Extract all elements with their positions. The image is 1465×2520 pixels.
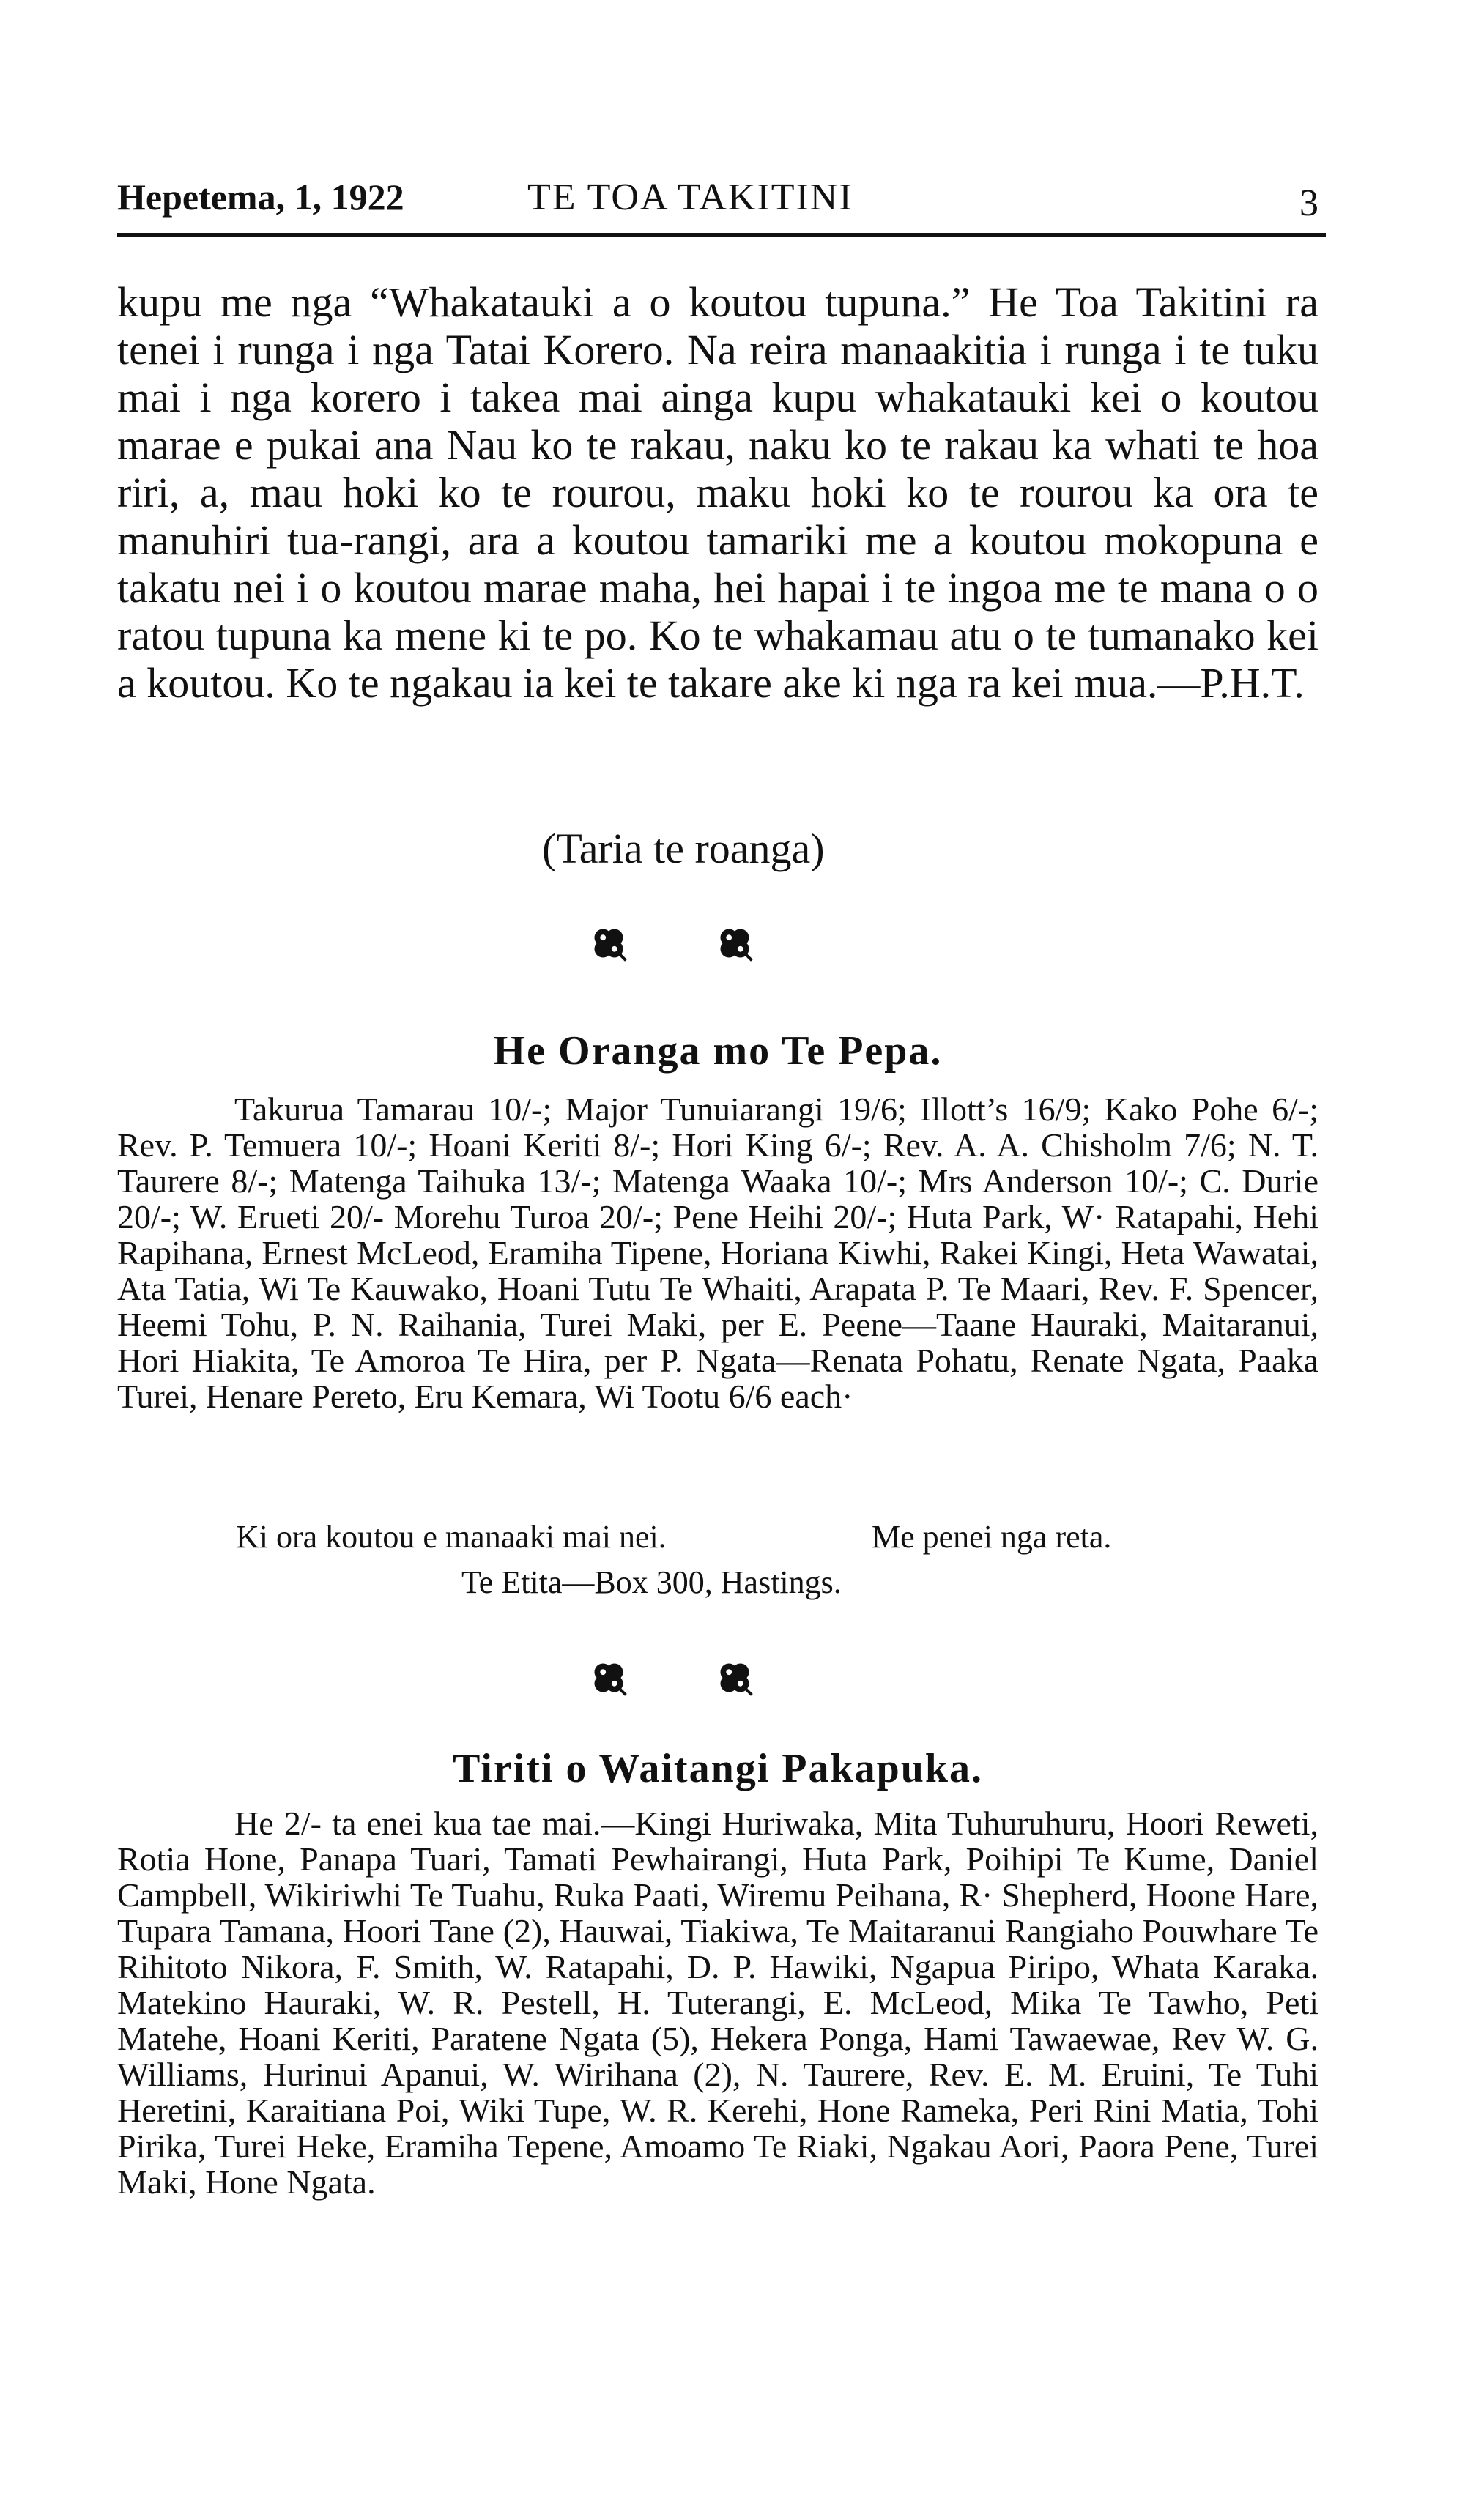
clover-ornament-icon xyxy=(590,1659,628,1697)
clover-ornament-icon xyxy=(716,924,754,962)
clover-ornament-icon xyxy=(716,1659,754,1697)
page-number: 3 xyxy=(1299,182,1318,224)
page-header xyxy=(117,176,1318,227)
header-rule xyxy=(117,233,1326,237)
issue-date: Hepetema, 1, 1922 xyxy=(117,176,404,218)
section-heading-oranga: He Oranga mo Te Pepa. xyxy=(493,1028,943,1074)
subscriber-list: Takurua Tamarau 10/-; Major Tunuiarangi 19/6; Illott’s 16/9; Kako Pohe 6/-; Rev. P. Temuera 10/-; Hoani Keriti 8/-; Hori King 6/-; Rev. A. A. Chisholm 7/6; N. T. Taurere 8/-; Matenga Taihuka 13/-; Matenga Waaka 10/-; Mrs Anderson 10/-; C. Durie 20/-; W. Erueti 20/- Morehu Turoa 20/-; Pene Heihi 20/-; Huta Park, W· Ratapahi, Hehi Rapihana, Ernest McLeod, Eramiha Tipene, Horiana Kiwhi, Rakei Kingi, Heta Wawatai, Ata Tatia, Wi Te Kauwako, Hoani Tutu Te Whaiti, Arapata P. Te Maari, Rev. F. Spencer, Heemi Tohu, P. N. Raihania, Turei Maki, per E. Peene—Taane Hauraki, Maitaranui, Hori Hiakita, Te Amoroa Te Hira, per P. Ngata—Renata Pohatu, Renate Ngata, Paaka Turei, Henare Pereto, Eru Kemara, Wi Tootu 6/6 each· xyxy=(117,1090,1318,1415)
pamphlet-buyer-list: He 2/- ta enei kua tae mai.—Kingi Huriwaka, Mita Tuhuruhuru, Hoori Reweti, Rotia Hone, Panapa Tuari, Tamati Pewhairangi, Huta Park, Poihipi Te Kume, Daniel Campbell, Wikiriwhi Te Tuahu, Ruka Paati, Wiremu Peihana, R· Shepherd, Hoone Hare, Tupara Tamana, Hoori Tane (2), Hauwai, Tiakiwa, Te Maitaranui Rangiaho Pouwhare Te Rihitoto Nikora, F. Smith, W. Ratapahi, D. P. Hawiki, Ngapua Piripo, Whata Karaka. Matekino Hauraki, W. R. Pestell, H. Tuterangi, E. McLeod, Mika Te Tawho, Peti Matehe, Hoani Keriti, Paratene Ngata (5), Hekera Ponga, Hami Tawaewae, Rev W. G. Williams, Hurinui Apanui, W. Wirihana (2), N. Taurere, Rev. E. M. Eruini, Te Tuhi Heretini, Karaitiana Poi, Wiki Tupe, W. R. Kerehi, Hone Rameka, Peri Rini Matia, Tohi Pirika, Turei Heke, Eramiha Tepene, Amoamo Te Riaki, Ngakau Aori, Paora Pene, Turei Maki, Hone Ngata. xyxy=(117,1804,1318,2201)
ornament-divider xyxy=(590,1659,754,1697)
publication-title: TE TOA TAKITINI xyxy=(527,176,853,218)
letters-line: Me penei nga reta. xyxy=(872,1519,1112,1555)
lead-paragraph: kupu me nga “Whakatauki a o koutou tupuna.” He Toa Takitini ra tenei i runga i nga Tatai Korero. Na reira manaakitia i runga i te tuku mai i nga korero i takea mai ainga kupu whakatauki kei o koutou marae e pukai ana Nau ko te rakau, naku ko te rakau ka whati te hoa riri, a, mau hoki ko te rourou, maku hoki ko te rourou ka ora te manuhiri tua-rangi, ara a koutou tamariki me a koutou mokopuna e takatu nei i o koutou marae maha, hei hapai i te ingoa me te mana o o ratou tupuna ka mene ki te po. Ko te whakamau atu o te tumanako kei a koutou. Ko te ngakau ia kei te takare ake ki nga ra kei mua.—P.H.T. xyxy=(117,278,1318,707)
editor-address: Te Etita—Box 300, Hastings. xyxy=(461,1564,842,1600)
ornament-divider xyxy=(590,924,754,962)
thanks-line: Ki ora koutou e manaaki mai nei. xyxy=(236,1519,667,1555)
clover-ornament-icon xyxy=(590,924,628,962)
section-heading-tiriti: Tiriti o Waitangi Pakapuka. xyxy=(452,1746,984,1791)
continued-note: (Taria te roanga) xyxy=(542,825,825,872)
